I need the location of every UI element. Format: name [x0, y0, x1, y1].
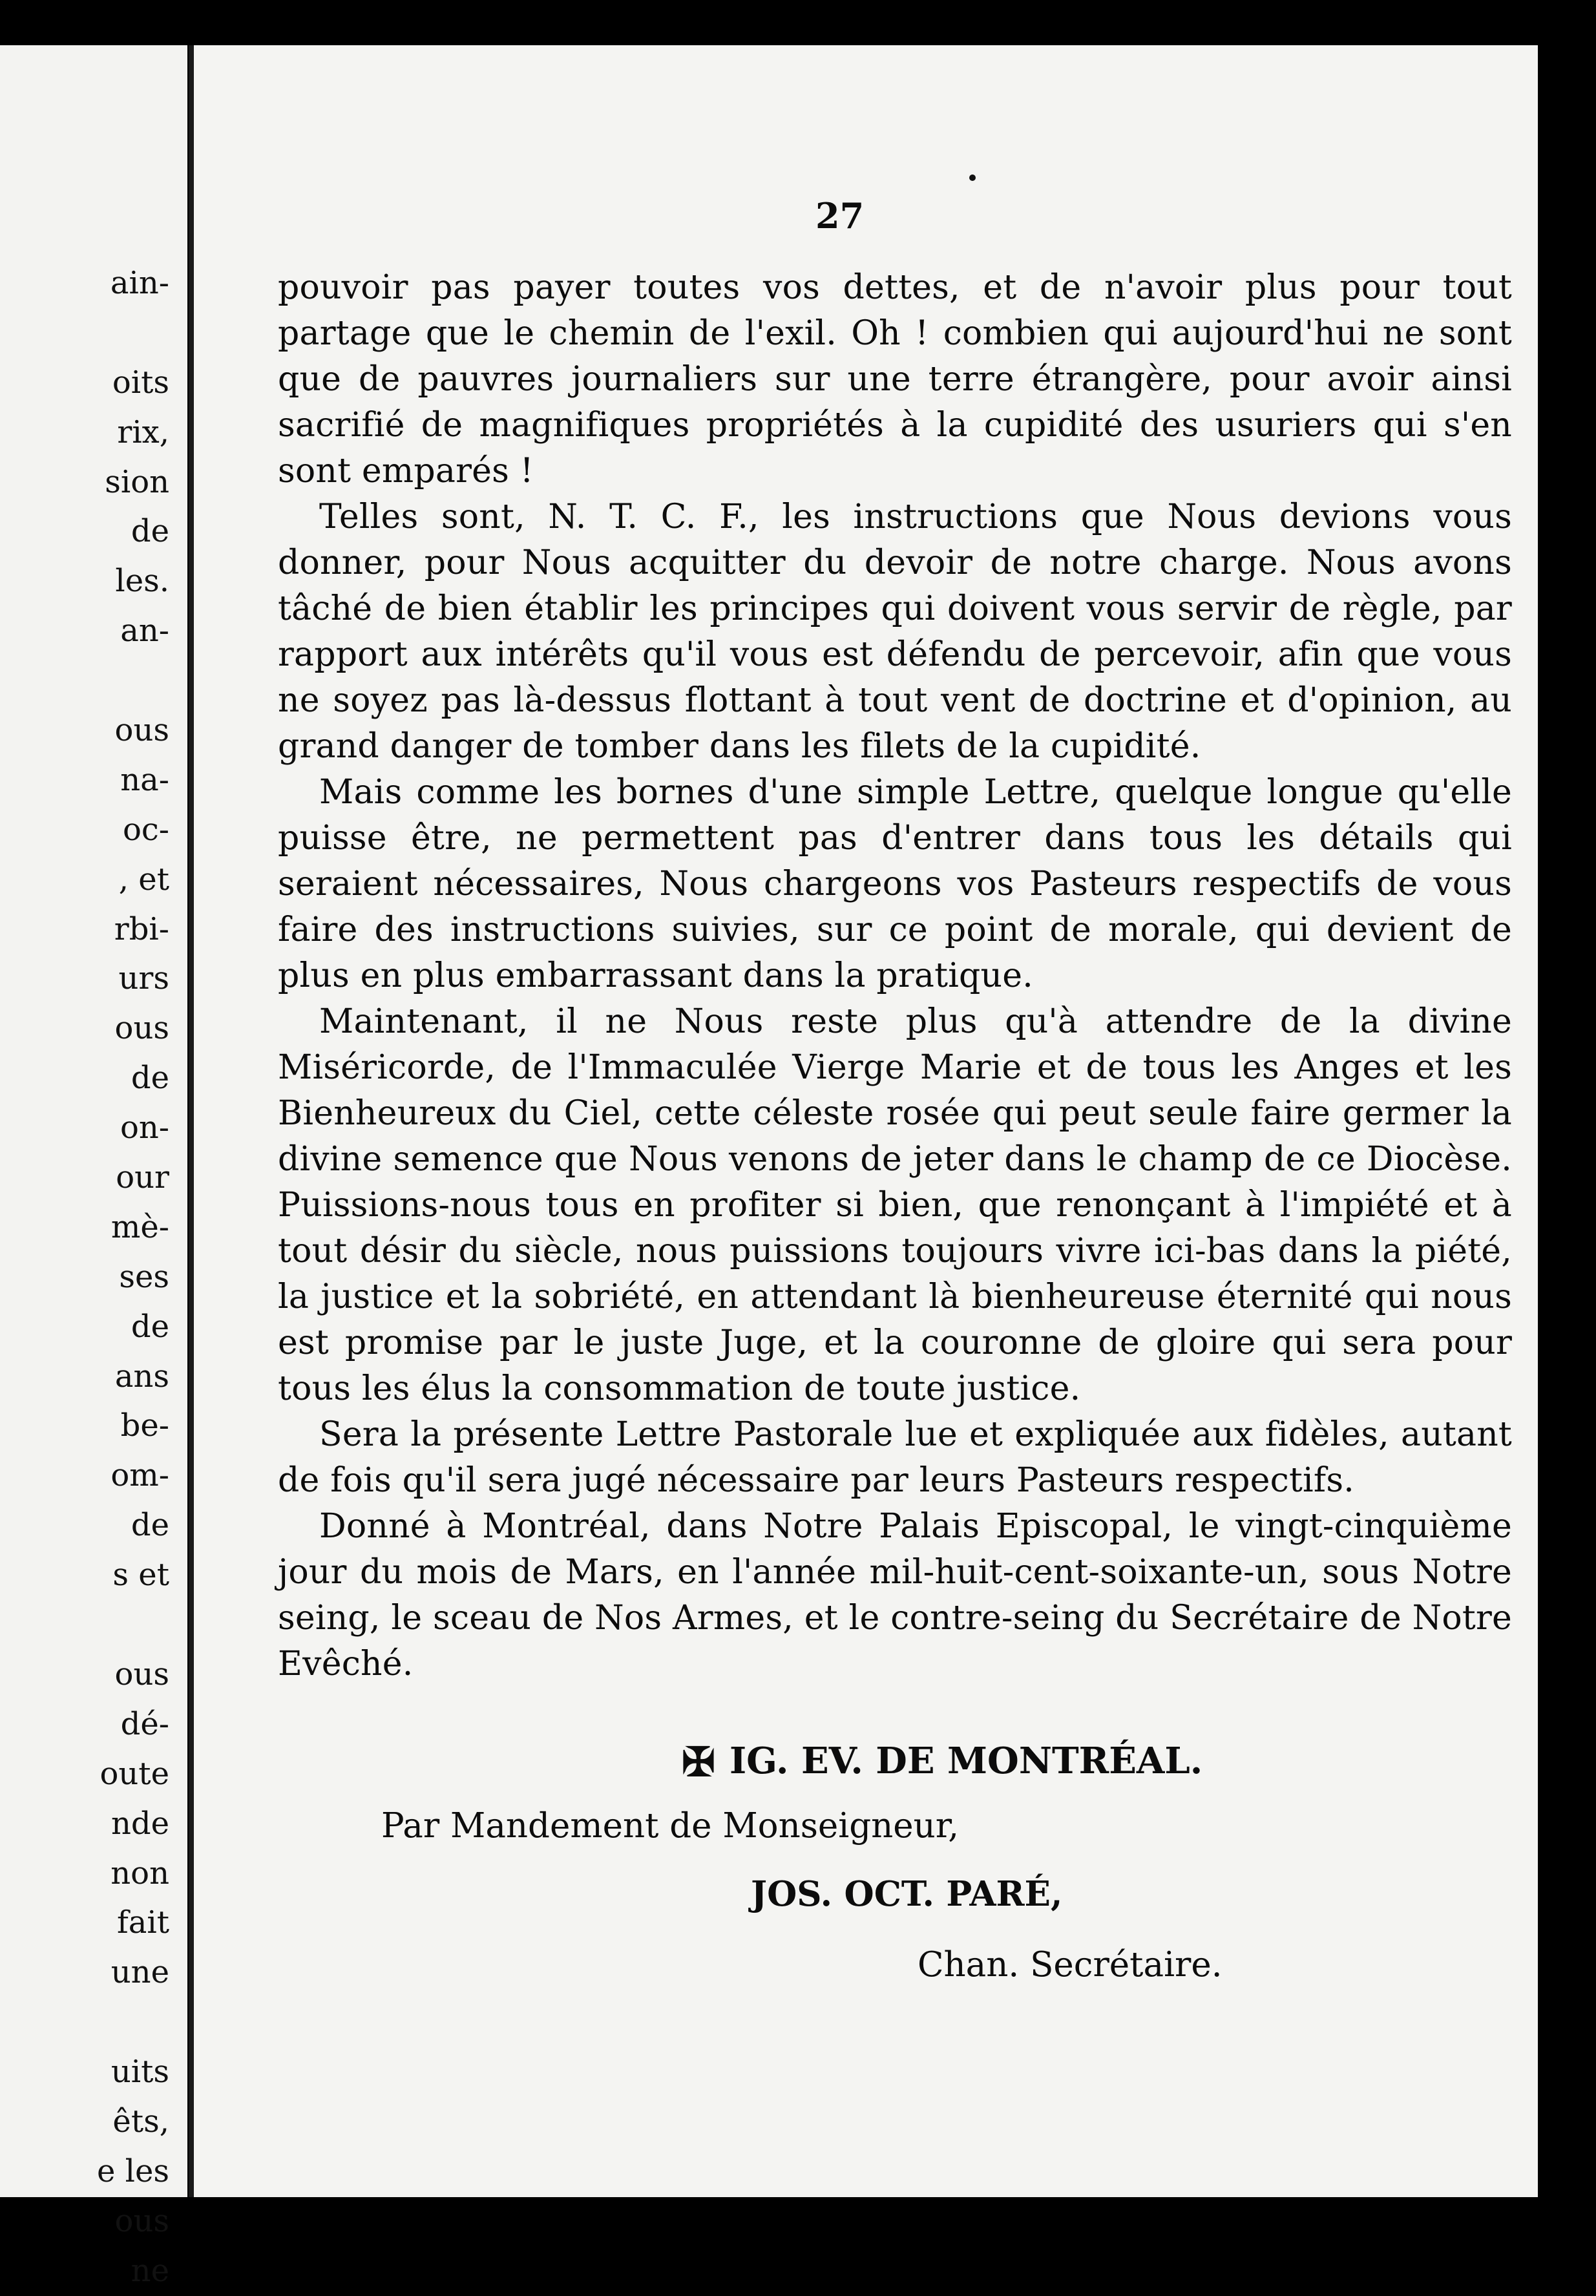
line-fragment: oc- — [123, 811, 169, 848]
line-fragment: sion — [105, 463, 169, 500]
line-fragment: nde — [110, 1805, 169, 1842]
line-fragment: be- — [120, 1407, 169, 1444]
line-fragment: fait — [116, 1904, 169, 1941]
ink-speck — [969, 174, 976, 181]
line-fragment: s et — [112, 1557, 169, 1594]
line-fragment: an- — [120, 613, 169, 649]
cross-icon: ✠ — [682, 1738, 715, 1785]
paragraph: Donné à Montréal, dans Notre Palais Episcopal, le vingt-cinquième jour du mois de Mars, en l'année mil-huit-cent-soixante-un, sous Notre seing, le sceau de Nos Armes, et le contre-seing du Secrétaire de Notre Evêché. — [278, 1507, 1512, 1683]
line-fragment: mè- — [110, 1208, 169, 1245]
previous-page-fragment — [0, 45, 187, 2289]
document-page — [194, 45, 1538, 2197]
line-fragment: ous — [114, 2202, 169, 2239]
line-fragment: de — [131, 513, 169, 550]
line-fragment: de — [131, 1060, 169, 1097]
line-fragment: ous — [114, 1010, 169, 1047]
bishop-signature — [682, 1738, 1202, 1785]
line-fragment: on- — [120, 1110, 169, 1146]
line-fragment — [97, 1600, 169, 1650]
line-fragment: rix, — [117, 414, 169, 450]
line-fragment: ne — [131, 2252, 169, 2289]
line-fragment: une — [110, 1954, 169, 1991]
paragraph: Telles sont, N. T. C. F., les instructions que Nous devions vous donner, pour Nous acquitter du devoir de notre charge. Nous avons tâché de bien établir les principes qui doivent vous servir de règle, par rapport aux intérêts qu'il vous est défendu de percevoir, afin que vous ne soyez pas là-dessus flottant à tout vent de doctrine et d'opinion, au grand danger de tomber dans les filets de la cupidité. — [278, 498, 1512, 766]
previous-page-line-ends — [97, 258, 169, 2296]
line-fragment: rbi- — [114, 911, 169, 947]
line-fragment: uits — [110, 2054, 169, 2091]
secretary-title: Chan. Secrétaire. — [918, 1945, 1223, 1985]
line-fragment: na- — [120, 761, 169, 798]
line-fragment: ans — [114, 1358, 169, 1395]
paragraph: Sera la présente Lettre Pastorale lue et expliquée aux fidèles, autant de fois qu'il sera jugé nécessaire par leurs Pasteurs respectifs. — [278, 1415, 1512, 1500]
line-fragment — [97, 1997, 169, 2047]
mandement-line: Par Mandement de Monseigneur, — [381, 1806, 960, 1846]
line-fragment: ses — [119, 1258, 169, 1295]
line-fragment: ous — [114, 712, 169, 749]
line-fragment: êts, — [112, 2103, 169, 2140]
line-fragment: de — [131, 1308, 169, 1345]
page-number: 27 — [815, 195, 865, 237]
body-text — [278, 265, 1512, 1687]
line-fragment — [97, 308, 169, 358]
line-fragment: ous — [114, 1656, 169, 1692]
paragraph: pouvoir pas payer toutes vos dettes, et de n'avoir plus pour tout partage que le chemin de l'exil. Oh ! combien qui aujourd'hui ne sont que de pauvres journaliers sur une terre étrangère, pour avoir ainsi sacrifié de magnifiques propriétés à la cupidité des usuriers qui s'en sont emparés ! — [278, 268, 1512, 490]
secretary-name: JOS. OCT. PARÉ, — [751, 1874, 1063, 1914]
bishop-name: IG. EV. DE MONTRÉAL. — [729, 1740, 1203, 1782]
line-fragment: our — [116, 1159, 169, 1196]
line-fragment: oute — [100, 1755, 169, 1792]
line-fragment: oits — [112, 364, 169, 401]
paragraph: Maintenant, il ne Nous reste plus qu'à attendre de la divine Miséricorde, de l'Immaculée Vierge Marie et de tous les Anges et les Bienheureux du Ciel, cette céleste rosée qui peut seule faire germer la divine semence que Nous venons de jeter dans le champ de ce Diocèse. Puissions-nous tous en profiter si bien, que renonçant à l'impiété et à tout désir du siècle, nous puissions toujours vivre ici-bas dans la piété, la justice et la sobriété, en attendant là bienheureuse éternité qui nous est promise par le juste Juge, et la couronne de gloire qui sera pour tous les élus la consommation de toute justice. — [278, 1002, 1512, 1408]
paragraph: Mais comme les bornes d'une simple Lettre, quelque longue qu'elle puisse être, ne permettent pas d'entrer dans tous les détails qui seraient nécessaires, Nous chargeons vos Pasteurs respectifs de vous faire des instructions suivies, sur ce point de morale, qui devient de plus en plus embarrassant dans la pratique. — [278, 773, 1512, 995]
line-fragment: ain- — [110, 265, 169, 301]
signature-block — [194, 1738, 1538, 2061]
line-fragment: les. — [115, 563, 169, 600]
line-fragment: dé- — [120, 1705, 169, 1742]
line-fragment: , et — [118, 861, 169, 898]
page-gutter — [189, 45, 194, 2197]
line-fragment: om- — [110, 1457, 169, 1494]
line-fragment — [97, 656, 169, 706]
line-fragment: e les — [96, 2153, 169, 2189]
line-fragment: urs — [118, 960, 169, 997]
line-fragment: non — [110, 1855, 169, 1891]
line-fragment: de — [131, 1507, 169, 1544]
